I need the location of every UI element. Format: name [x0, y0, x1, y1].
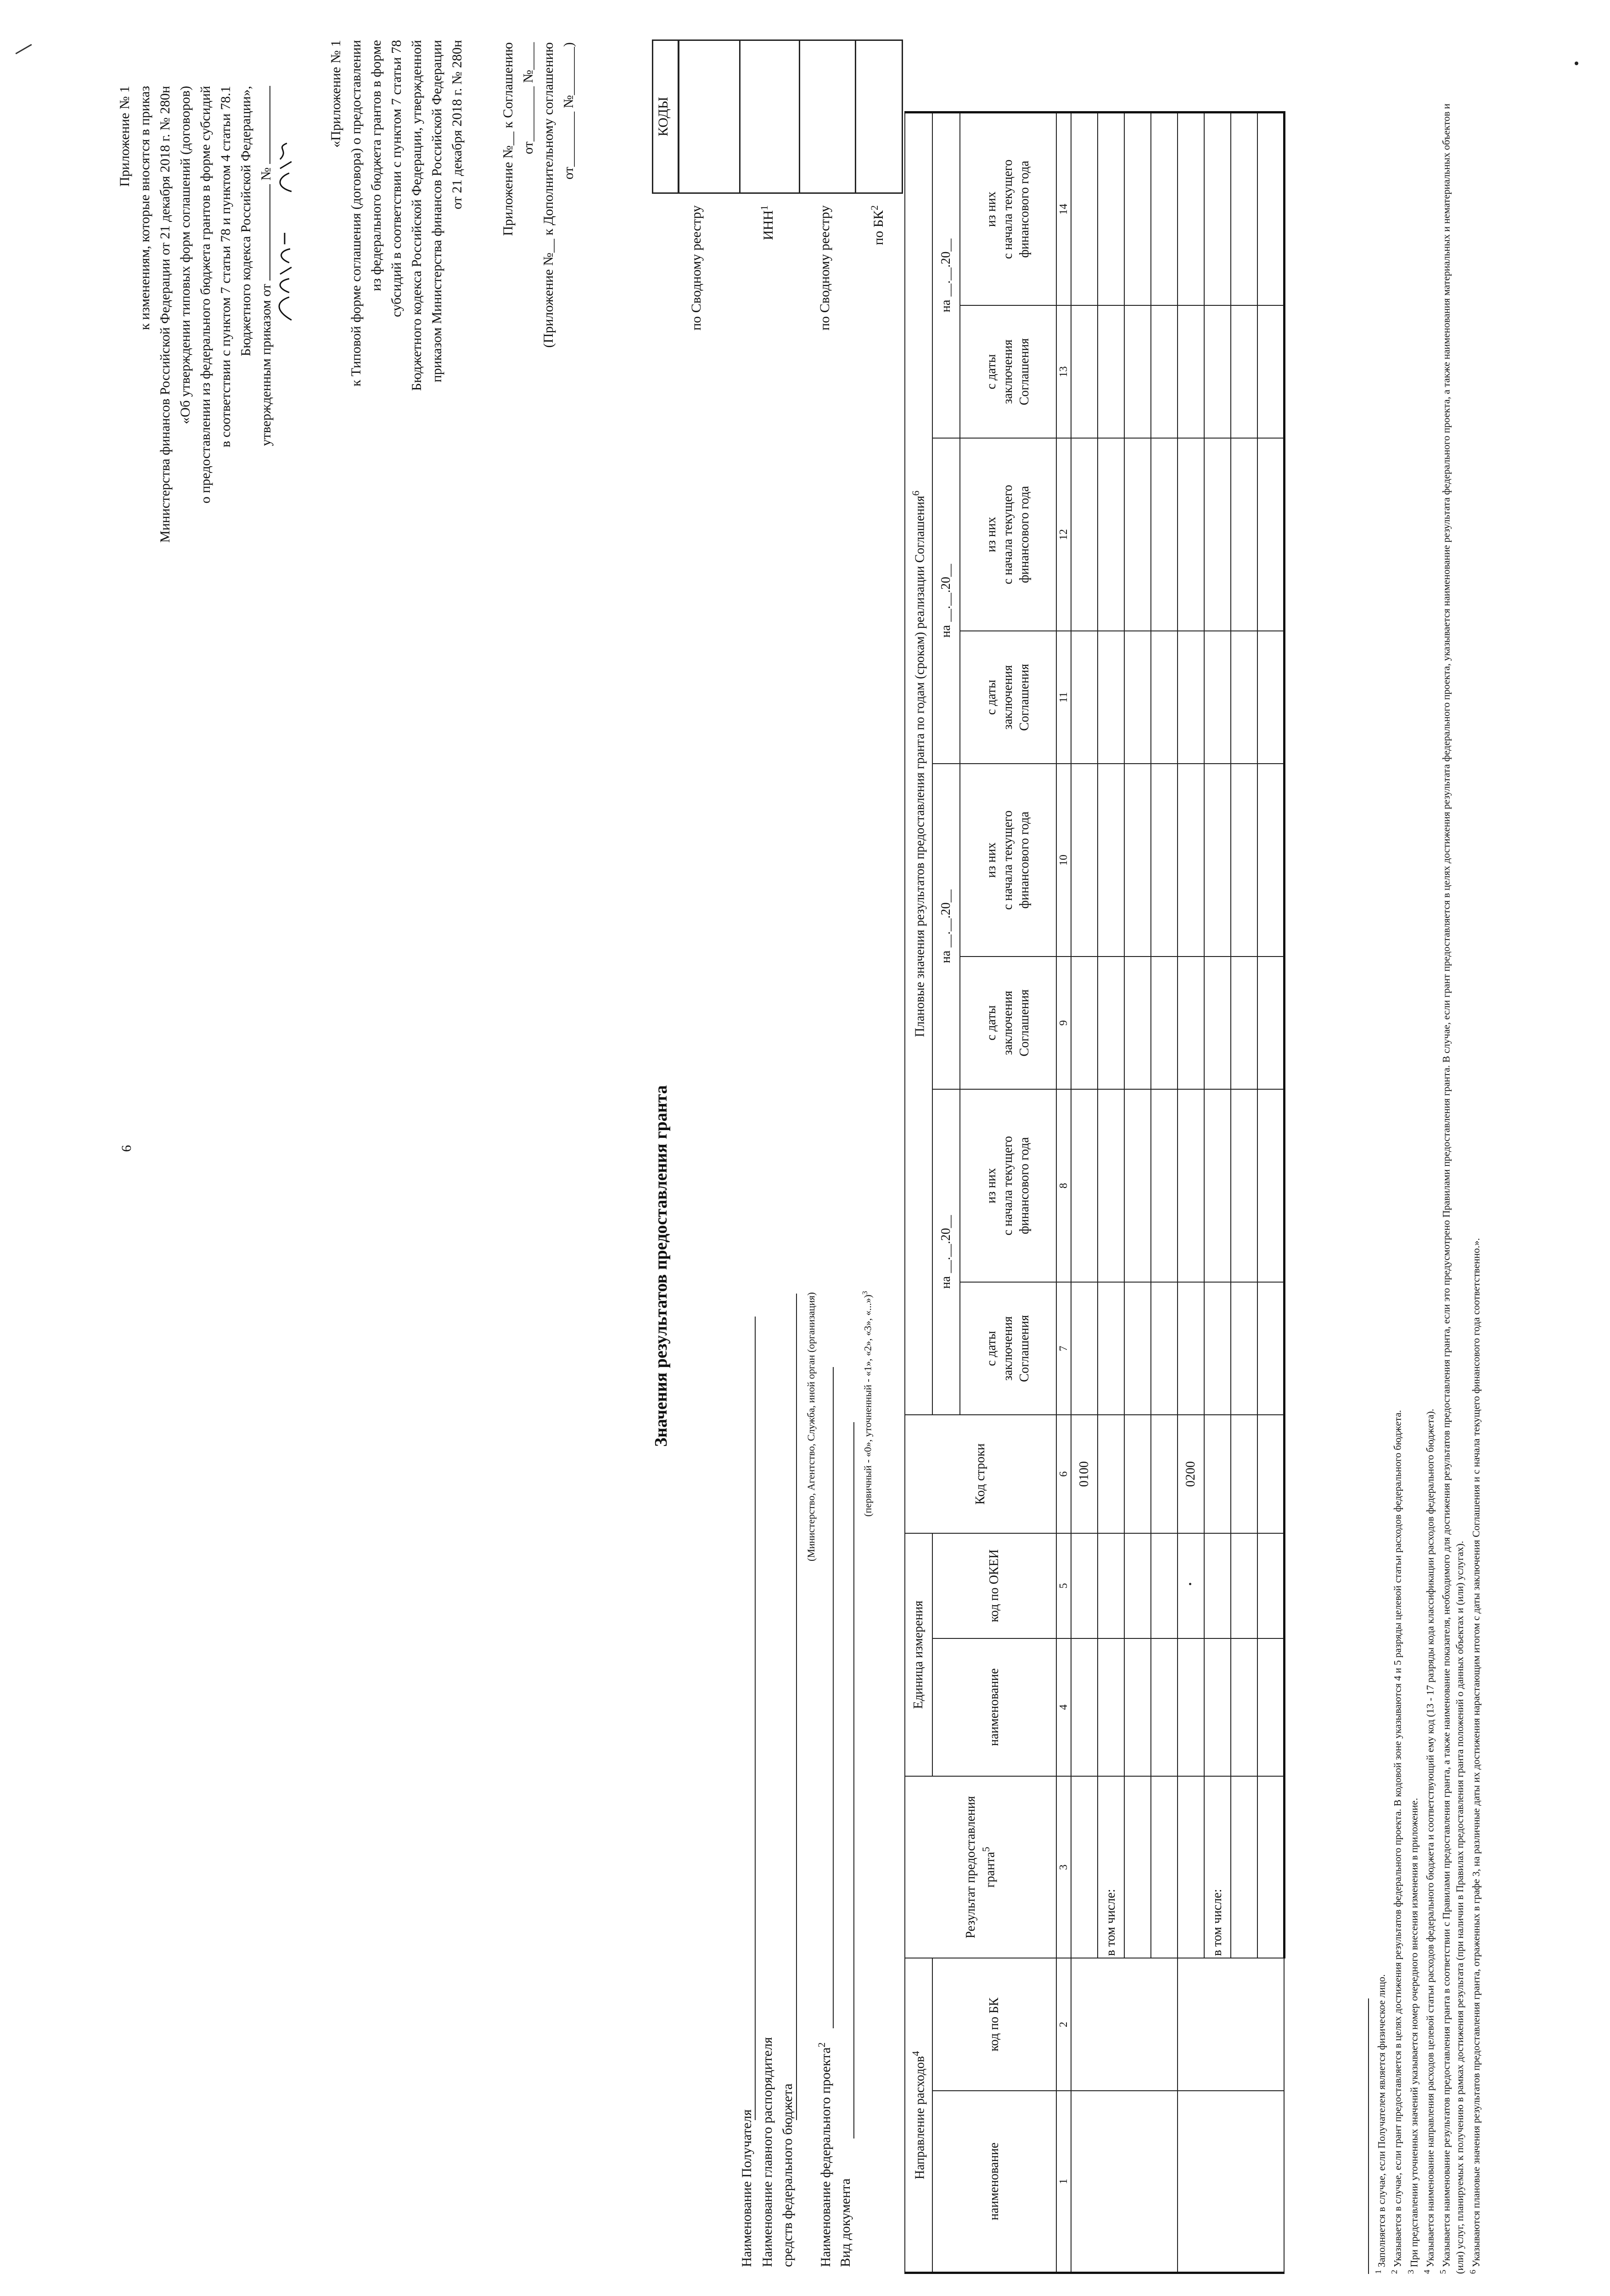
code-cell-registry-1: [678, 39, 740, 194]
th-year-3: на __.__.20__: [932, 438, 960, 764]
code-cell-registry-2: [799, 39, 856, 194]
field-doc-type-label: Вид документа: [838, 2178, 853, 2267]
codes-label-bk: по $БК^2$: [869, 205, 886, 245]
field-doc-type-caption: (первичный - «0», уточненный - «1», «2», «3», «...»)$^3$: [861, 1291, 874, 1517]
agreement-reference: Приложение №__ к Соглашению от________ №____ (Приложение №__ к Дополнительному соглашению от________ №_______): [500, 42, 576, 348]
approval-line: утвержденным приказом от №: [256, 86, 276, 738]
codes-label-registry-1: по Сводному реестру: [689, 205, 704, 331]
field-manager-label: Наименование главного распорядителя средств федерального бюджета: [760, 2037, 795, 2267]
table-row: [1257, 113, 1284, 2273]
th-of-them-1: из них с начала текущего финансового года: [960, 1089, 1056, 1283]
table-row: 0100: [1071, 113, 1098, 2273]
field-doc-type-line: [853, 1422, 854, 2138]
footnote-2: $^2$ Указывается в случае, если грант предоставляется в целях достижения результатов федерального проекта. В кодовой зоне указываются 4 и 5 разряды целевой статьи расходов федерального бюджета.: [1390, 1410, 1403, 2274]
table-row: в том числе:: [1098, 113, 1124, 2273]
field-ministry-caption: (Министерство, Агентство, Служба, иной орган (организация): [805, 1292, 817, 1561]
th-of-them-2: из них с начала текущего финансового года: [960, 764, 1056, 957]
th-direction-name: наименование: [932, 2091, 1056, 2273]
th-from-date-4: с даты заключения Соглашения: [960, 305, 1056, 438]
th-planned-values: Плановые значения результатов предоставления гранта по годам (срокам) реализации Соглашения$^6$: [905, 113, 932, 1415]
th-from-date-2: с даты заключения Соглашения: [960, 957, 1056, 1089]
th-of-them-4: из них с начала текущего финансового года: [960, 113, 1056, 306]
th-year-2: на __.__.20__: [932, 764, 960, 1089]
th-year-4: на __.__.20__: [932, 113, 960, 438]
code-cell-inn: [739, 39, 800, 194]
codes-header: КОДЫ: [652, 39, 679, 194]
th-result: Результат предоставления гранта$^5$: [905, 1776, 1056, 1958]
th-unit: Единица измерения: [905, 1533, 932, 1776]
field-recipient-label: Наименование Получателя: [739, 2109, 754, 2267]
column-numbers-row: 1 2 3 4 5 6 7 8 9 10 11 12 13 14: [1056, 113, 1071, 2273]
field-project-label: Наименование федерального проекта$^2$: [816, 2042, 833, 2267]
codes-label-inn: ИНН$^1$: [758, 205, 776, 240]
field-manager-line: [796, 1294, 797, 2120]
th-direction-code: код по БК: [932, 1958, 1056, 2091]
field-recipient-line: [755, 1317, 756, 2120]
footnote-3: $^3$ При представлении уточненных значений указывается номер очередного внесения изменения в приложение.: [1406, 1798, 1419, 2274]
footnote-separator: [1368, 1998, 1369, 2274]
results-table: [904, 111, 1285, 2274]
field-project-line: [833, 1367, 834, 2028]
document-title: Значения результатов предоставления гранта: [651, 1085, 671, 1447]
scan-mark: [15, 44, 32, 55]
table-row: [1231, 113, 1257, 2273]
table-row: 0200: [1178, 113, 1204, 2273]
th-unit-okei: код по ОКЕИ: [932, 1533, 1056, 1638]
th-row-code: Код строки: [905, 1415, 1056, 1533]
codes-label-registry-2: по Сводному реестру: [817, 205, 832, 331]
typical-form-reference: «Приложение № 1 к Типовой форме соглашения (договора) о предоставлении из федерального бюджета грантов в форме субсидий в соответствии с пунктом 7 статьи 78 Бюджетного кодекса Российской Федерации, утвержденной приказом Министерства финансов Российской Федерации от 21 декабря 2018 г. № 280н: [328, 40, 465, 391]
table-row: [1124, 113, 1151, 2273]
table-row: в том числе:: [1204, 113, 1231, 2273]
footnote-1: $^1$ Заполняется в случае, если Получателем является физическое лицо.: [1374, 1974, 1387, 2274]
scan-speck: [1189, 1583, 1191, 1585]
footnotes: [1372, 93, 1482, 2274]
th-from-date-1: с даты заключения Соглашения: [960, 1282, 1056, 1414]
th-of-them-3: из них с начала текущего финансового года: [960, 438, 1056, 631]
th-year-1: на __.__.20__: [932, 1089, 960, 1415]
th-from-date-3: с даты заключения Соглашения: [960, 631, 1056, 763]
appendix-number: Приложение № 1: [117, 86, 132, 187]
footnote-6: $^6$ Указываются плановые значения результатов предоставления гранта, отраженных в графе 3, на различные даты их достижения нарастающим итогом с даты заключения Соглашения и с начала текущего финансового года соответственно.».: [1468, 1238, 1481, 2274]
code-cell-bk: [855, 39, 903, 194]
th-expense-direction: Направление расходов$^4$: [905, 1958, 932, 2273]
table-row: [1151, 113, 1178, 2273]
handwritten-date-signature: [271, 141, 298, 325]
scan-speck: [1575, 62, 1578, 65]
footnote-4: $^4$ Указывается наименование направления расходов целевой статьи расходов федерального бюджета и соответствующий ему код (13 - 17 разряды кода классификации расходов федерального бюджета).: [1422, 1408, 1436, 2274]
th-unit-name: наименование: [932, 1638, 1056, 1776]
page-number: 6: [119, 1145, 134, 1152]
appendix-header: Приложение № 1 к изменениям, которые вносятся в приказ Министерства финансов Российской Федерации от 21 декабря 2018 г. № 280н «Об утверждении типовых форм соглашений (договоров) о предоставлении из федерального бюджета грантов в форме субсидий в соответствии с пунктом 7 статьи 78 и пунктом 4 статьи 78.1 Бюджетного кодекса Российской Федерации», утвержденным приказом от №: [115, 86, 276, 738]
footnote-5: $^5$ Указывается наименование результатов предоставления гранта в соответствии с Правилами предоставления гранта, а также наименование показателя, необходимого для достижения результатов предоставления гранта, если это предусмотрено Правилами предоставления гранта. В случае, если грант предоставляется в целях достижения результата федерального проекта, указывается наименование результата федерального проекта, а также наименования материальных и нематериальных объектов и (или) услуг, планируемых к получению в рамках достижения результата (при наличии в Правилах предоставления гранта положений о данных объектах и (или) услугах).: [1438, 103, 1465, 2274]
